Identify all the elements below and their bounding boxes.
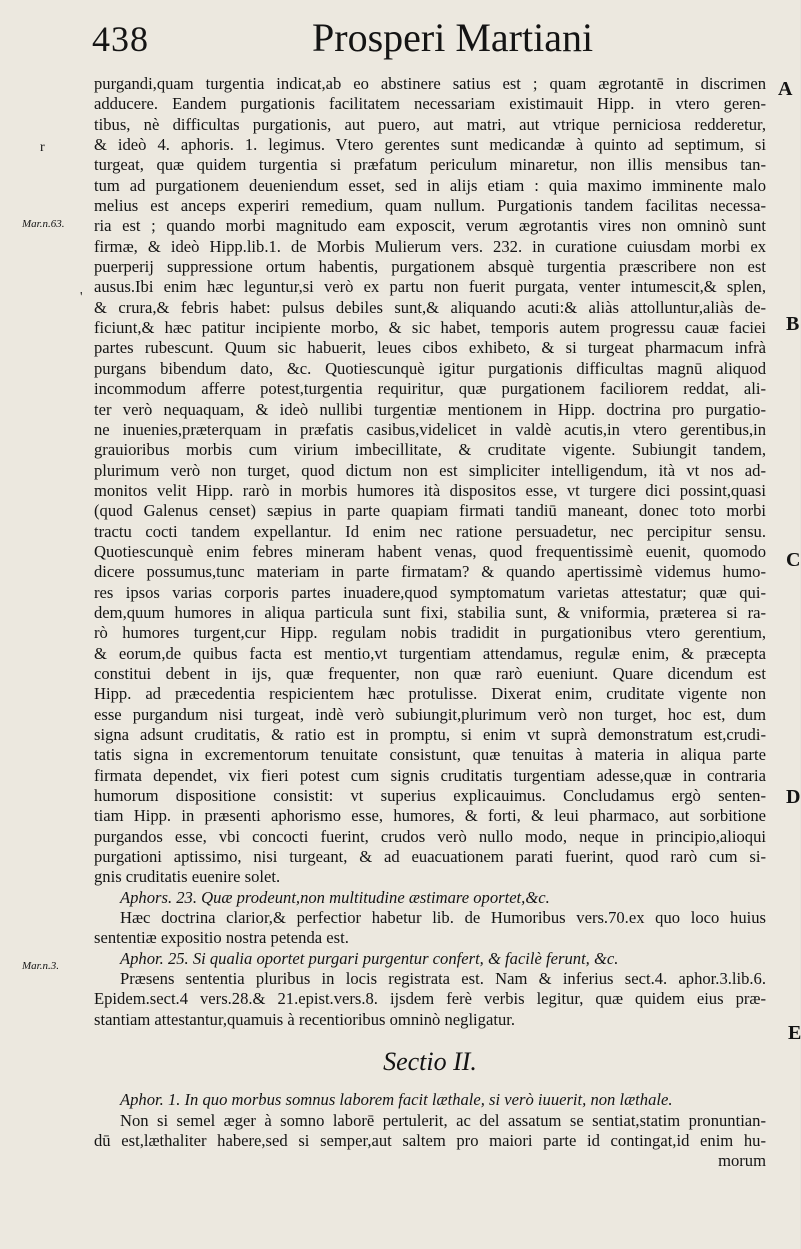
text-line: & crura,& febris habet: pulsus debiles sunt,& aliquando acuti:& aliàs attolluntur,aliàs de- xyxy=(94,297,766,317)
text-line: turgeat, quæ quidem turgentia si præfatum periculum minaretur, non illis mensibus tan- xyxy=(94,155,766,175)
text-line: ter verò nequaquam, & ideò nullibi turgentiæ mentionem in Hipp. doctrina pro purgatio- xyxy=(94,399,766,419)
text-line: Hæc doctrina clarior,& perfectior habetur lib. de Humoribus vers.70.ex quo loco huius xyxy=(120,908,766,928)
text-line: ria est ; quando morbi magnitudo eam exposcit, verum ægrotantis vires non omninò sunt xyxy=(94,216,766,236)
aphorism-heading: Aphor. 25. Si qualia oportet purgari purgentur confert, & facilè ferunt, &c. xyxy=(120,948,619,968)
text-line: ne inuenies,præterquam in præfatis casibus,videlicet in valdè acutis,in vtero gerentibus,in xyxy=(94,419,766,439)
text-line: purgandos esse, vbi concocti fuerint, crudos verò nullo modo, neque in principio,alioqui xyxy=(94,826,766,846)
text-line: & ideò 4. aphoris. 1. legimus. Vtero gerentes sunt medicandæ à quinto ad septimum, si xyxy=(94,135,766,155)
text-line: tatis signa in excrementorum tenuitate consistunt, quæ tenuitas à materia in aliqua parte xyxy=(94,745,766,765)
text-line: plurimum verò non turget, quod dictum non est simpliciter intelligendum, ità vt nos ad- xyxy=(94,460,766,480)
section-title: Sectio II. xyxy=(383,1047,477,1077)
text-line: incommodum afferre potest,turgentia requiritur, quæ purgationem faciliorem reddat, ali- xyxy=(94,379,766,399)
text-line: purgandi,quam turgentia indicat,ab eo abstinere satius est ; quam ægrotantē in discrimen xyxy=(94,74,766,93)
text-line: tractu cocti tandem expellantur. Id enim nec ratione persuadetur, nec percipitur sensu. xyxy=(94,521,766,541)
text-line: purgationi aptissimo, nisi turgeant, & ad euacuationem parati fuerint, quod rarò cum si- xyxy=(94,847,766,867)
text-line: (quod Galenus censet) sæpius in parte quapiam firmati tandiū maneant, donec toto morbi xyxy=(94,501,766,521)
text-line: esse purgandum nisi turgeat, indè verò subiungit,plurimum verò non turget, hoc est, dum xyxy=(94,704,766,724)
margin-letter-e: E xyxy=(788,1022,801,1044)
text-line: tum ad purgationem deueniendum esset, sed in alijs etiam : quia maximo imminente malo xyxy=(94,175,766,195)
text-line: humorum dispositione consistit: vt superius explicauimus. Concludamus ergò senten- xyxy=(94,786,766,806)
text-line: purgans bibendum dato, &c. Quotiescunquè igitur purgationis difficultas magnū aliquod xyxy=(94,358,766,378)
text-line: tibus, nè difficultas purgationis, aut puero, aut matri, aut vtrique perniciosa redderetur, xyxy=(94,114,766,134)
text-line: adducere. Eandem purgationis facilitatem necessariam existimauit Hipp. in vtero geren- xyxy=(94,94,766,114)
margin-note-mar-3: Mar.n.3. xyxy=(22,960,59,972)
margin-letter-b: B xyxy=(786,313,800,335)
aphorism-heading: Aphor. 1. In quo morbus somnus laborem facit læthale, si verò iuuerit, non læthale. xyxy=(120,1090,673,1110)
text-line: dicere possumus,tunc materiam in parte firmatam? & quando apertissimè videmus humo- xyxy=(94,562,766,582)
text-line: Epidem.sect.4 vers.28.& 21.epist.vers.8. ijsdem ferè verbis legitur, quæ quidem eius præ- xyxy=(94,989,766,1009)
page-number: 438 xyxy=(92,19,149,59)
text-line: puerperij suppressione ortum habentis, purgationem absquè turgentia præscribere non est xyxy=(94,257,766,277)
text-line: ficiunt,& hæc patitur incipiente morbo, & sic habet, temporis autem progressu cauæ faciei xyxy=(94,318,766,338)
text-line: dū est,læthaliter habere,sed si semper,aut saltem pro maiori parte id contingat,id enim hu- xyxy=(94,1130,766,1150)
text-line: ausus.Ibi enim hæc leguntur,si verò ex partu non fuerit purgata, venter intumescit,& splen, xyxy=(94,277,766,297)
margin-mark: ' xyxy=(80,290,83,305)
text-line: grauioribus morbis cum virium imbecillitate, & cruditate vigente. Subiungit tandem, xyxy=(94,440,766,460)
text-line: dem,quum humores in aliqua particula sunt fixi, stabilia sunt, & vniformia, præterea si ra- xyxy=(94,602,766,622)
aphorism-heading: Aphors. 23. Quæ prodeunt,non multitudine æstimare oportet,&c. xyxy=(120,887,550,907)
margin-note-mar-63: Mar.n.63. xyxy=(22,218,65,230)
text-line: constitui debent in ijs, quæ frequenter, non quæ rarò eueniunt. Quare dicendum est xyxy=(94,663,766,683)
margin-letter-d: D xyxy=(786,786,801,808)
running-title: Prosperi Martiani xyxy=(312,15,594,60)
text-line: melius est anceps experiri remedium, quam nullum. Purgationis tandem facilitas necessa- xyxy=(94,196,766,216)
margin-mark: r xyxy=(40,140,45,155)
text-line: res ipsos varias corporis partes inuadere,quod symptomatum varietas attestatur; quæ qui- xyxy=(94,582,766,602)
margin-letter-c: C xyxy=(786,549,801,571)
text-line: Non si semel æger à somno laborē pertulerit, ac del assatum se sentiat,statim pronuntian- xyxy=(120,1110,766,1130)
text-line: sententiæ expositio nostra petenda est. xyxy=(94,928,349,948)
text-line: & eorum,de quibus facta est mentio,vt turgentiam attendamus, regulæ enim, & præcepta xyxy=(94,643,766,663)
text-line: stantiam attestantur,quamuis à recentioribus omninò negligatur. xyxy=(94,1009,515,1029)
text-line: firmæ, & ideò Hipp.lib.1. de Morbis Mulierum vers. 232. in curatione cuiusdam morbi ex xyxy=(94,236,766,256)
text-line: monitos velit Hipp. rarò in morbis humores ità dispositos esse, vt turgere dici possint,quasi xyxy=(94,480,766,500)
text-line: rò humores turgent,cur Hipp. regulam nobis tradidit in purgationibus vtero gerentium, xyxy=(94,623,766,643)
text-line: Hipp. ad præcedentia respicientem hæc protulisse. Dixerat enim, cruditate vigente non xyxy=(94,684,766,704)
catchword: morum xyxy=(718,1151,766,1171)
margin-letter-a: A xyxy=(778,78,793,100)
text-line: Quotiescunquè enim febres mineram habent venas, quod frequentissimè euenit, quomodo xyxy=(94,541,766,561)
text-line: signa adsunt cruditatis, & ratio est in promptu, si enim vt suprà demonstratum est,crudi- xyxy=(94,725,766,744)
text-line: partes rubescunt. Quum sic habuerit, leues cibos exhibeto, & si turgeat pharmacum infrà xyxy=(94,338,766,358)
text-line: Præsens sententia pluribus in locis registrata est. Nam & inferius sect.4. aphor.3.lib.6. xyxy=(120,969,766,989)
text-line: tiam Hipp. in præsenti aphorismo esse, humores, & forti, & leui pharmaco, aut sorbitione xyxy=(94,806,766,826)
text-line: gnis cruditatis euenire solet. xyxy=(94,867,281,887)
page-body xyxy=(94,74,766,1172)
text-line: firmata dependet, vix fieri potest cum signis cruditatis turgentiam adesse,quæ in contraria xyxy=(94,765,766,785)
